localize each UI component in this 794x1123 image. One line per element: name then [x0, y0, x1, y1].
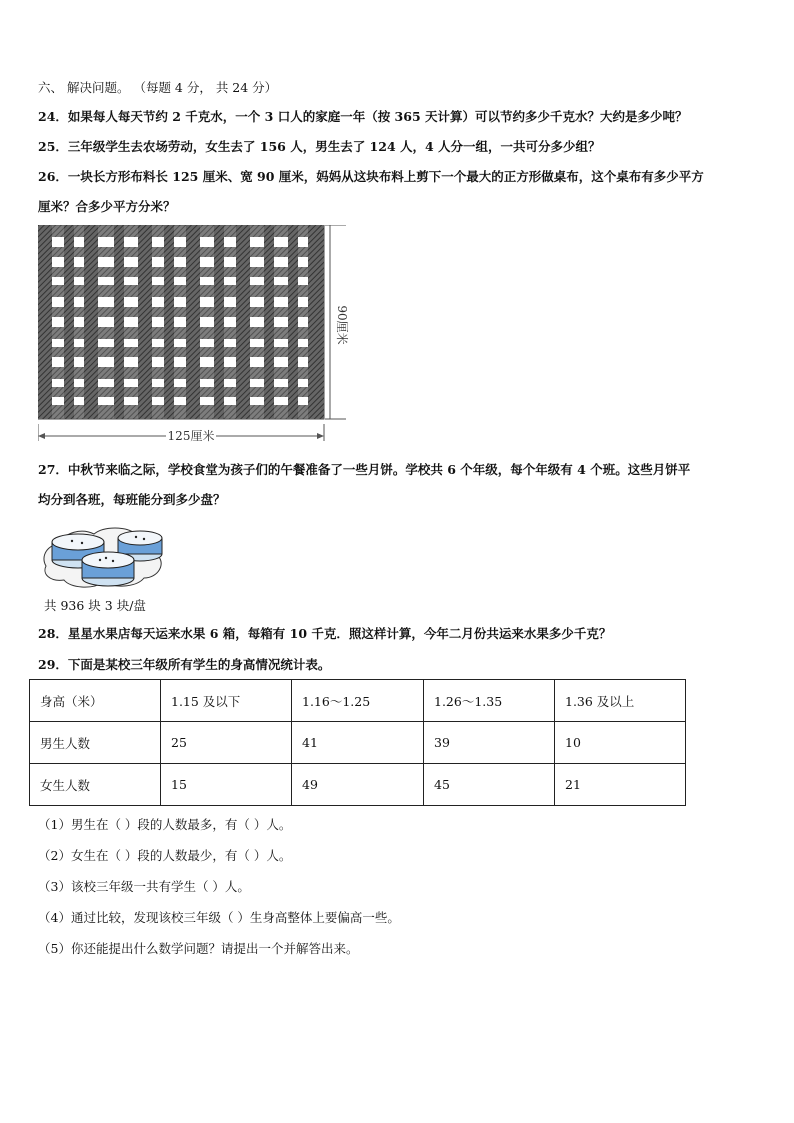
- table-cell: 45: [424, 764, 555, 806]
- plaid-stripe-horizontal: [38, 347, 324, 357]
- table-cell: 15: [161, 764, 292, 806]
- table-cell: 21: [555, 764, 686, 806]
- table-header-row: [30, 680, 686, 722]
- height-label: 90厘米: [335, 305, 349, 345]
- plaid-stripe-horizontal: [38, 405, 324, 419]
- height-stats-table: [29, 679, 686, 806]
- question-26-line1: 26．一块长方形布料长 125 厘米、宽 90 厘米，妈妈从这块布料上剪下一个最大的正方形做桌布，这个桌布有多少平方: [38, 169, 704, 184]
- question-26-line2: 厘米？合多少平方分米？: [38, 199, 176, 214]
- sub-question-4: （4）通过比较，发现该校三年级（ ）生身高整体上要偏高一些。: [38, 910, 400, 925]
- table-row-boys: [30, 722, 686, 764]
- table-cell: 女生人数: [30, 764, 161, 806]
- question-28: 28．星星水果店每天运来水果 6 箱，每箱有 10 千克．照这样计算，今年二月份共运来水果多少千克？: [38, 626, 612, 641]
- plaid-stripe-horizontal: [38, 267, 324, 277]
- plaid-cloth-diagram: [38, 225, 358, 450]
- plaid-stripe-horizontal: [38, 327, 324, 339]
- table-header-cell: 1.26～1.35: [424, 680, 555, 722]
- table-header-cell: 1.36 及以上: [555, 680, 686, 722]
- table-cell: 10: [555, 722, 686, 764]
- table-header-cell: 身高（米）: [30, 680, 161, 722]
- question-27-line2: 均分到各班，每班能分到多少盘？: [38, 492, 226, 507]
- table-cell: 25: [161, 722, 292, 764]
- table-cell: 39: [424, 722, 555, 764]
- sub-question-3: （3）该校三年级一共有学生（ ）人。: [38, 879, 250, 894]
- plaid-stripe-horizontal: [38, 225, 324, 237]
- sub-question-2: （2）女生在（ ）段的人数最少，有（ ）人。: [38, 848, 292, 863]
- plaid-stripe-horizontal: [38, 247, 324, 257]
- table-cell: 49: [292, 764, 424, 806]
- question-29-intro: 29．下面是某校三年级所有学生的身高情况统计表。: [38, 657, 331, 672]
- question-24: 24．如果每人每天节约 2 千克水，一个 3 口人的家庭一年（按 365 天计算）可以节约多少千克水？大约是多少吨？: [38, 109, 688, 124]
- plaid-stripe-horizontal: [38, 387, 324, 397]
- width-label: 125厘米: [167, 429, 215, 443]
- mooncake-caption: 共 936 块 3 块/盘: [44, 598, 146, 613]
- question-25: 25．三年级学生去农场劳动，女生去了 156 人，男生去了 124 人，4 人分一组，一共可分多少组？: [38, 139, 601, 154]
- table-cell: 41: [292, 722, 424, 764]
- sub-question-1: （1）男生在（ ）段的人数最多，有（ ）人。: [38, 817, 292, 832]
- question-27-line1: 27．中秋节来临之际，学校食堂为孩子们的午餐准备了一些月饼。学校共 6 个年级，每个年级有 4 个班。这些月饼平: [38, 462, 691, 477]
- mooncake-plate-illustration: [38, 520, 168, 592]
- cloth-figure: [38, 225, 358, 453]
- table-cell: 男生人数: [30, 722, 161, 764]
- table-row-girls: [30, 764, 686, 806]
- section-title: 六、 解决问题。 （每题 4 分， 共 24 分）: [38, 80, 278, 95]
- plaid-stripe-horizontal: [38, 307, 324, 317]
- table-header-cell: 1.16～1.25: [292, 680, 424, 722]
- plaid-stripe-horizontal: [38, 285, 324, 297]
- table-header-cell: 1.15 及以下: [161, 680, 292, 722]
- mooncake-figure: [38, 520, 168, 595]
- plaid-stripe-horizontal: [38, 367, 324, 379]
- sub-question-5: （5）你还能提出什么数学问题？请提出一个并解答出来。: [38, 941, 359, 956]
